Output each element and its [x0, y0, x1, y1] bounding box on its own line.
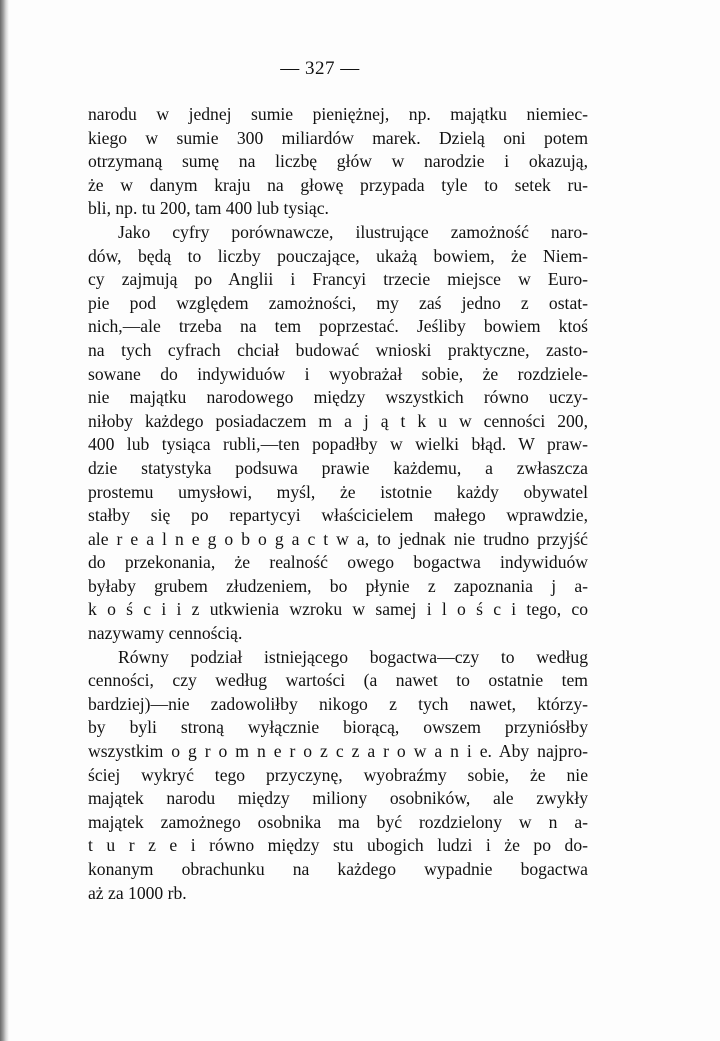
text-line: aż za 1000 rb. — [88, 882, 187, 903]
text-line: Jako cyfry porównawcze, ilustrujące zamożność naro- — [118, 221, 588, 242]
text-line: wszystkim o g r o m n e r o z c z a r o w a n i e. Aby najpro- — [88, 741, 588, 762]
text-line: byłaby grubem złudzeniem, bo płynie z zapoznania j a- — [88, 575, 588, 596]
text-line: do przekonania, że realność owego bogactwa indywiduów — [88, 552, 588, 573]
page-number: — 327 — — [280, 58, 360, 79]
body-text — [88, 103, 588, 905]
text-line: dzie statystyka podsuwa prawie każdemu, a zwłaszcza — [88, 457, 588, 478]
page-binding-edge — [0, 0, 9, 1041]
text-line: bardziej)—nie zadowoliłby nikogo z tych nawet, którzy- — [88, 693, 588, 714]
text-line: by byli stroną wyłącznie biorącą, owszem przyniósłby — [88, 717, 588, 738]
text-line: dów, będą to liczby pouczające, ukażą bowiem, że Niem- — [88, 245, 588, 266]
text-line: Równy podział istniejącego bogactwa—czy to według — [118, 646, 588, 667]
text-line: majątek narodu między miliony osobników, ale zwykły — [88, 788, 588, 809]
text-line: ściej wykryć tego przyczynę, wyobraźmy sobie, że nie — [88, 764, 588, 785]
text-line: majątek zamożnego osobnika ma być rozdzielony w n a- — [88, 811, 588, 832]
text-line: bli, np. tu 200, tam 400 lub tysiąc. — [88, 198, 329, 219]
text-line: 400 lub tysiąca rubli,—ten popadłby w wielki błąd. W praw- — [88, 434, 588, 455]
text-line: na tych cyfrach chciał budować wnioski praktyczne, zasto- — [88, 339, 588, 360]
text-line: nie majątku narodowego między wszystkich równo uczy- — [88, 387, 588, 408]
text-line: otrzymaną sumę na liczbę głów w narodzie i okazują, — [88, 151, 588, 172]
text-line: cy zajmują po Anglii i Francyi trzecie miejsce w Euro- — [88, 269, 588, 290]
text-line: nich,—ale trzeba na tem poprzestać. Jeśliby bowiem ktoś — [88, 316, 588, 337]
text-line: cenności, czy według wartości (a nawet to ostatnie tem — [88, 670, 588, 691]
text-line: konanym obrachunku na każdego wypadnie bogactwa — [88, 859, 588, 879]
text-line: pie pod względem zamożności, my zaś jedno z ostat- — [88, 292, 588, 313]
text-line: t u r z e i równo między stu ubogich ludzi i że po do- — [88, 835, 588, 856]
text-line: narodu w jednej sumie pieniężnej, np. majątku niemiec- — [88, 104, 588, 124]
text-line: sowane do indywiduów i wyobrażał sobie, że rozdziele- — [88, 363, 588, 384]
text-line: stałby się po repartycyi właścicielem małego wprawdzie, — [88, 505, 588, 526]
text-line: że w danym kraju na głowę przypada tyle to setek ru- — [88, 174, 588, 195]
text-line: nazywamy cennością. — [88, 623, 243, 644]
text-line: niłoby każdego posiadaczem m a j ą t k u w cenności 200, — [88, 410, 588, 431]
text-line: prostemu umysłowi, myśl, że istotnie każdy obywatel — [88, 481, 588, 502]
text-line: ale r e a l n e g o b o g a c t w a, to jednak nie trudno przyjść — [88, 528, 588, 549]
text-line: kiego w sumie 300 miliardów marek. Dzielą oni potem — [88, 127, 588, 148]
text-line: k o ś c i i z utkwienia wzroku w samej i l o ś c i tego, co — [88, 599, 588, 620]
